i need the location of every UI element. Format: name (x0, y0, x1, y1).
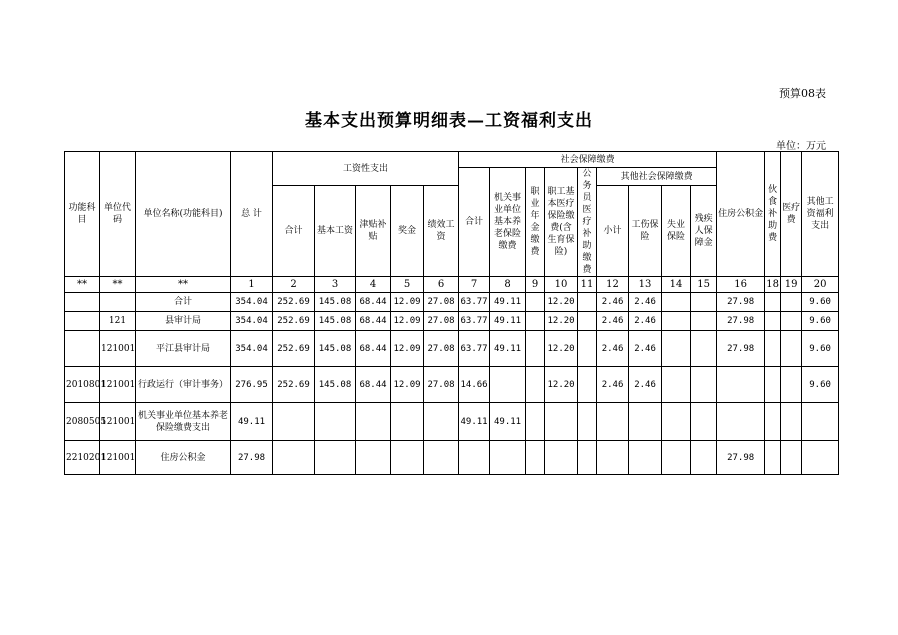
index-cell: 5 (391, 277, 424, 293)
unit-code-cell (100, 293, 136, 312)
header-disabled: 残疾人保障金 (691, 186, 717, 277)
index-cell: 10 (545, 277, 578, 293)
allowance-cell (356, 403, 391, 441)
injury-cell: 2.46 (629, 312, 662, 331)
header-medical-fee: 医疗费 (781, 152, 802, 277)
unit-name-cell: 合计 (136, 293, 231, 312)
index-cell: 20 (802, 277, 839, 293)
other-subtotal-cell: 2.46 (597, 367, 629, 403)
medical-cell: 12.20 (545, 331, 578, 367)
meal-cell (765, 403, 781, 441)
annuity-cell (526, 403, 545, 441)
unemployment-cell (662, 312, 691, 331)
index-cell: ** (100, 277, 136, 293)
bonus-cell: 12.09 (391, 331, 424, 367)
header-other-subtotal: 小计 (597, 186, 629, 277)
housing-cell: 27.98 (717, 331, 765, 367)
civil-medical-cell (578, 331, 597, 367)
index-cell: 6 (424, 277, 459, 293)
social-total-cell: 63.77 (459, 293, 490, 312)
unit-name-cell: 住房公积金 (136, 441, 231, 475)
other-subtotal-cell: 2.46 (597, 312, 629, 331)
index-cell: 3 (315, 277, 356, 293)
form-number: 预算08表 (779, 87, 826, 100)
header-unit-name: 单位名称(功能科目) (136, 152, 231, 277)
index-cell: 4 (356, 277, 391, 293)
other-welfare-cell: 9.60 (802, 293, 839, 312)
unit-code-cell: 121001 (100, 441, 136, 475)
index-cell: 12 (597, 277, 629, 293)
other-subtotal-cell (597, 441, 629, 475)
disabled-cell (691, 312, 717, 331)
medical-fee-cell (781, 441, 802, 475)
header-func-code: 功能科目 (65, 152, 100, 277)
housing-cell: 27.98 (717, 293, 765, 312)
bonus-cell (391, 403, 424, 441)
func-code-cell (65, 312, 100, 331)
unemployment-cell (662, 293, 691, 312)
index-cell: 9 (526, 277, 545, 293)
other-welfare-cell: 9.60 (802, 331, 839, 367)
pension-cell (490, 367, 526, 403)
social-total-cell: 49.11 (459, 403, 490, 441)
header-wage-total: 合计 (273, 186, 315, 277)
basic-wage-cell (315, 403, 356, 441)
other-welfare-cell (802, 441, 839, 475)
bonus-cell: 12.09 (391, 367, 424, 403)
func-code-cell: 2080505 (65, 403, 100, 441)
basic-wage-cell: 145.08 (315, 312, 356, 331)
basic-wage-cell: 145.08 (315, 331, 356, 367)
disabled-cell (691, 367, 717, 403)
budget-table (64, 151, 839, 475)
annuity-cell (526, 293, 545, 312)
index-cell: 14 (662, 277, 691, 293)
pension-cell: 49.11 (490, 293, 526, 312)
performance-cell (424, 441, 459, 475)
disabled-cell (691, 293, 717, 312)
performance-cell: 27.08 (424, 367, 459, 403)
table-row (65, 331, 839, 367)
index-cell: 18 (765, 277, 781, 293)
total-cell: 354.04 (231, 293, 273, 312)
medical-fee-cell (781, 331, 802, 367)
index-cell: 7 (459, 277, 490, 293)
civil-medical-cell (578, 312, 597, 331)
social-total-cell: 63.77 (459, 312, 490, 331)
housing-cell: 27.98 (717, 312, 765, 331)
social-total-cell: 14.66 (459, 367, 490, 403)
annuity-cell (526, 312, 545, 331)
injury-cell (629, 403, 662, 441)
header-total: 总 计 (231, 152, 273, 277)
allowance-cell: 68.44 (356, 293, 391, 312)
header-performance: 绩效工资 (424, 186, 459, 277)
social-total-cell (459, 441, 490, 475)
wage-total-cell (273, 403, 315, 441)
header-social-group: 社会保障缴费 (459, 152, 717, 168)
total-cell: 276.95 (231, 367, 273, 403)
allowance-cell (356, 441, 391, 475)
header-annuity: 职业年金缴费 (526, 168, 545, 277)
medical-cell (545, 441, 578, 475)
allowance-cell: 68.44 (356, 312, 391, 331)
injury-cell (629, 441, 662, 475)
housing-cell: 27.98 (717, 441, 765, 475)
housing-cell (717, 403, 765, 441)
header-unemployment: 失业保险 (662, 186, 691, 277)
other-welfare-cell: 9.60 (802, 367, 839, 403)
basic-wage-cell: 145.08 (315, 367, 356, 403)
index-cell: 19 (781, 277, 802, 293)
wage-total-cell: 252.69 (273, 331, 315, 367)
total-cell: 354.04 (231, 312, 273, 331)
allowance-cell: 68.44 (356, 367, 391, 403)
medical-fee-cell (781, 312, 802, 331)
annuity-cell (526, 367, 545, 403)
index-cell: ** (65, 277, 100, 293)
header-other-welfare: 其他工资福利支出 (802, 152, 839, 277)
unit-name-cell: 县审计局 (136, 312, 231, 331)
unit-label: 单位：万元 (776, 141, 826, 152)
disabled-cell (691, 441, 717, 475)
meal-cell (765, 312, 781, 331)
meal-cell (765, 331, 781, 367)
civil-medical-cell (578, 293, 597, 312)
header-injury: 工伤保险 (629, 186, 662, 277)
func-code-cell: 2010801 (65, 367, 100, 403)
medical-fee-cell (781, 293, 802, 312)
bonus-cell (391, 441, 424, 475)
basic-wage-cell: 145.08 (315, 293, 356, 312)
bonus-cell: 12.09 (391, 312, 424, 331)
wage-total-cell: 252.69 (273, 367, 315, 403)
header-housing: 住房公积金 (717, 152, 765, 277)
pension-cell: 49.11 (490, 312, 526, 331)
table-row (65, 403, 839, 441)
other-welfare-cell (802, 403, 839, 441)
other-subtotal-cell (597, 403, 629, 441)
allowance-cell: 68.44 (356, 331, 391, 367)
unit-code-cell: 121001 (100, 331, 136, 367)
injury-cell: 2.46 (629, 367, 662, 403)
performance-cell (424, 403, 459, 441)
wage-total-cell (273, 441, 315, 475)
unit-name-cell: 平江县审计局 (136, 331, 231, 367)
other-subtotal-cell: 2.46 (597, 293, 629, 312)
index-cell: 2 (273, 277, 315, 293)
bonus-cell: 12.09 (391, 293, 424, 312)
index-row (65, 277, 839, 293)
disabled-cell (691, 403, 717, 441)
total-cell: 49.11 (231, 403, 273, 441)
page-title: 基本支出预算明细表—工资福利支出 (305, 111, 593, 131)
header-other-group: 其他社会保障缴费 (597, 168, 717, 186)
total-cell: 27.98 (231, 441, 273, 475)
unit-code-cell: 121001 (100, 367, 136, 403)
index-cell: 8 (490, 277, 526, 293)
table-row (65, 293, 839, 312)
table-row (65, 367, 839, 403)
injury-cell: 2.46 (629, 331, 662, 367)
table-row (65, 441, 839, 475)
func-code-cell: 2210201 (65, 441, 100, 475)
header-meal: 伙食补助费 (765, 152, 781, 277)
header-bonus: 奖金 (391, 186, 424, 277)
header-allowance: 津贴补贴 (356, 186, 391, 277)
unit-name-cell: 机关事业单位基本养老保险缴费支出 (136, 403, 231, 441)
header-pension: 机关事业单位基本养老保险缴费 (490, 168, 526, 277)
medical-cell: 12.20 (545, 312, 578, 331)
civil-medical-cell (578, 367, 597, 403)
housing-cell (717, 367, 765, 403)
table-row (65, 312, 839, 331)
meal-cell (765, 367, 781, 403)
meal-cell (765, 293, 781, 312)
pension-cell: 49.11 (490, 331, 526, 367)
annuity-cell (526, 331, 545, 367)
disabled-cell (691, 331, 717, 367)
header-basic-wage: 基本工资 (315, 186, 356, 277)
index-cell: 16 (717, 277, 765, 293)
unit-name-cell: 行政运行（审计事务） (136, 367, 231, 403)
social-total-cell: 63.77 (459, 331, 490, 367)
wage-total-cell: 252.69 (273, 293, 315, 312)
func-code-cell (65, 293, 100, 312)
unemployment-cell (662, 403, 691, 441)
performance-cell: 27.08 (424, 331, 459, 367)
header-civil-medical: 公务员医疗补助缴费 (578, 168, 597, 277)
header-social-total: 合计 (459, 168, 490, 277)
pension-cell (490, 441, 526, 475)
pension-cell: 49.11 (490, 403, 526, 441)
index-cell: 15 (691, 277, 717, 293)
performance-cell: 27.08 (424, 312, 459, 331)
medical-cell (545, 403, 578, 441)
basic-wage-cell (315, 441, 356, 475)
header-unit-code: 单位代码 (100, 152, 136, 277)
index-cell: 13 (629, 277, 662, 293)
unemployment-cell (662, 331, 691, 367)
other-welfare-cell: 9.60 (802, 312, 839, 331)
civil-medical-cell (578, 403, 597, 441)
medical-cell: 12.20 (545, 293, 578, 312)
unit-code-cell: 121 (100, 312, 136, 331)
func-code-cell (65, 331, 100, 367)
index-cell: 11 (578, 277, 597, 293)
unemployment-cell (662, 441, 691, 475)
medical-fee-cell (781, 403, 802, 441)
index-cell: ** (136, 277, 231, 293)
annuity-cell (526, 441, 545, 475)
total-cell: 354.04 (231, 331, 273, 367)
injury-cell: 2.46 (629, 293, 662, 312)
unit-code-cell: 121001 (100, 403, 136, 441)
header-wage-group: 工资性支出 (273, 152, 459, 186)
header-medical: 职工基本医疗保险缴费(含生育保险) (545, 168, 578, 277)
civil-medical-cell (578, 441, 597, 475)
performance-cell: 27.08 (424, 293, 459, 312)
meal-cell (765, 441, 781, 475)
medical-cell: 12.20 (545, 367, 578, 403)
other-subtotal-cell: 2.46 (597, 331, 629, 367)
medical-fee-cell (781, 367, 802, 403)
wage-total-cell: 252.69 (273, 312, 315, 331)
index-cell: 1 (231, 277, 273, 293)
unemployment-cell (662, 367, 691, 403)
